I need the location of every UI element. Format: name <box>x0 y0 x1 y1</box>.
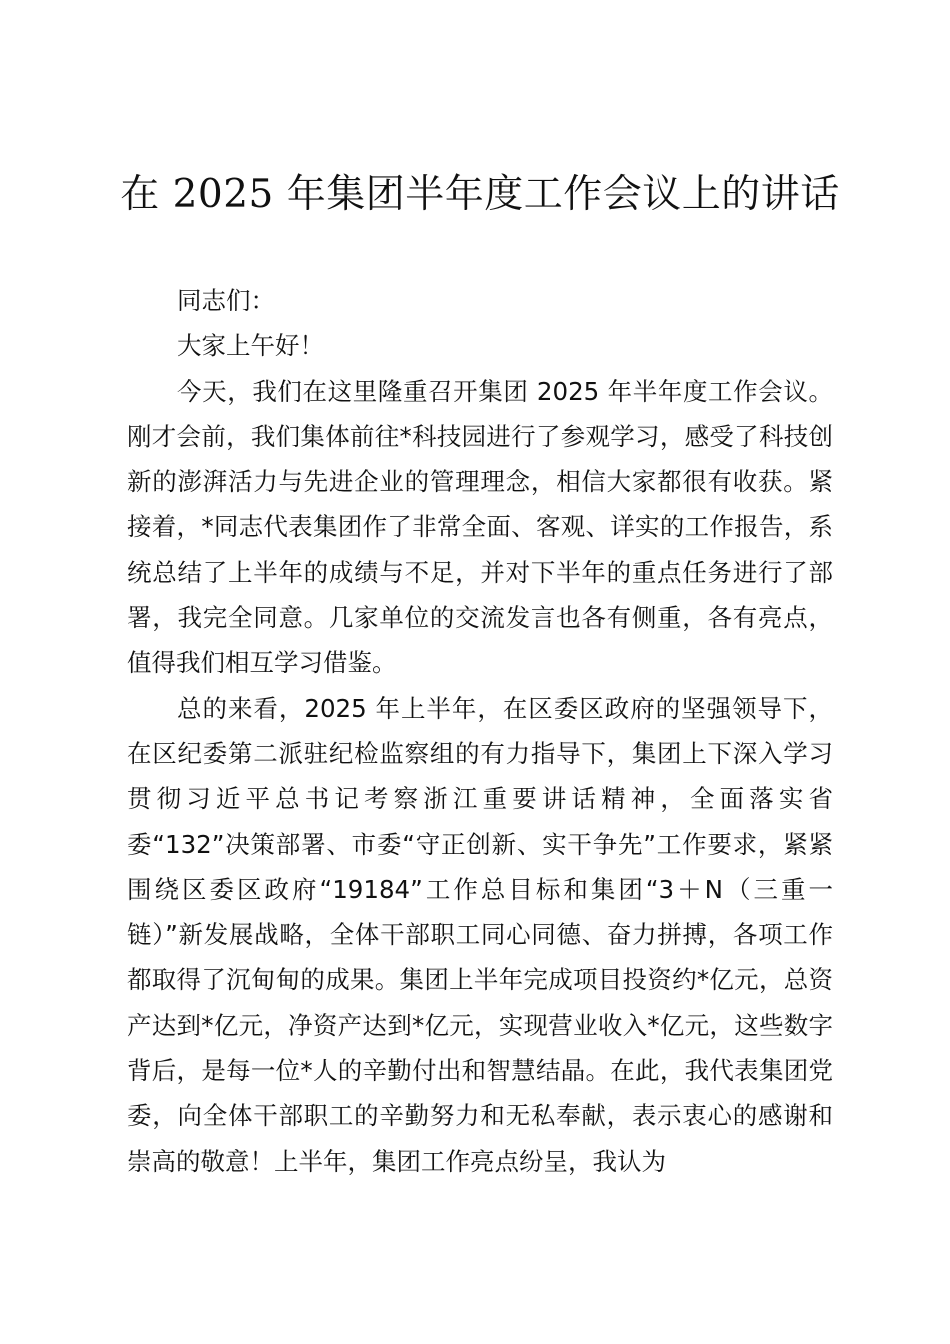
body-paragraph: 今天，我们在这里隆重召开集团 2025 年半年度工作会议。刚才会前，我们集体前往*科技园进行了参观学习，感受了科技创新的澎湃活力与先进企业的管理理念，相信大家都很有收获。紧接着，*同志代表集团作了非常全面、客观、详实的工作报告，系统总结了上半年的成绩与不足，并对下半年的重点任务进行了部署，我完全同意。几家单位的交流发言也各有侧重，各有亮点，值得我们相互学习借鉴。 <box>127 376 833 678</box>
greeting: 大家上午好！ <box>177 331 324 361</box>
document-body <box>127 278 833 1184</box>
document-title: 在 2025 年集团半年度工作会议上的讲话 <box>120 172 840 217</box>
body-paragraph: 总的来看，2025 年上半年，在区委区政府的坚强领导下，在区纪委第二派驻纪检监察组的有力指导下，集团上下深入学习贯彻习近平总书记考察浙江重要讲话精神，全面落实省委“132”决策部署、市委“守正创新、实干争先”工作要求，紧紧围绕区委区政府“19184”工作总目标和集团“3＋N（三重一链）”新发展战略，全体干部职工同心同德、奋力拼搏，各项工作都取得了沉甸甸的成果。集团上半年完成项目投资约*亿元，总资产达到*亿元，净资产达到*亿元，实现营业收入*亿元，这些数字背后，是每一位*人的辛勤付出和智慧结晶。在此，我代表集团党委，向全体干部职工的辛勤努力和无私奉献，表示衷心的感谢和崇高的敬意！上半年，集团工作亮点纷呈，我认为 <box>127 693 833 1176</box>
salutation: 同志们： <box>177 286 275 315</box>
